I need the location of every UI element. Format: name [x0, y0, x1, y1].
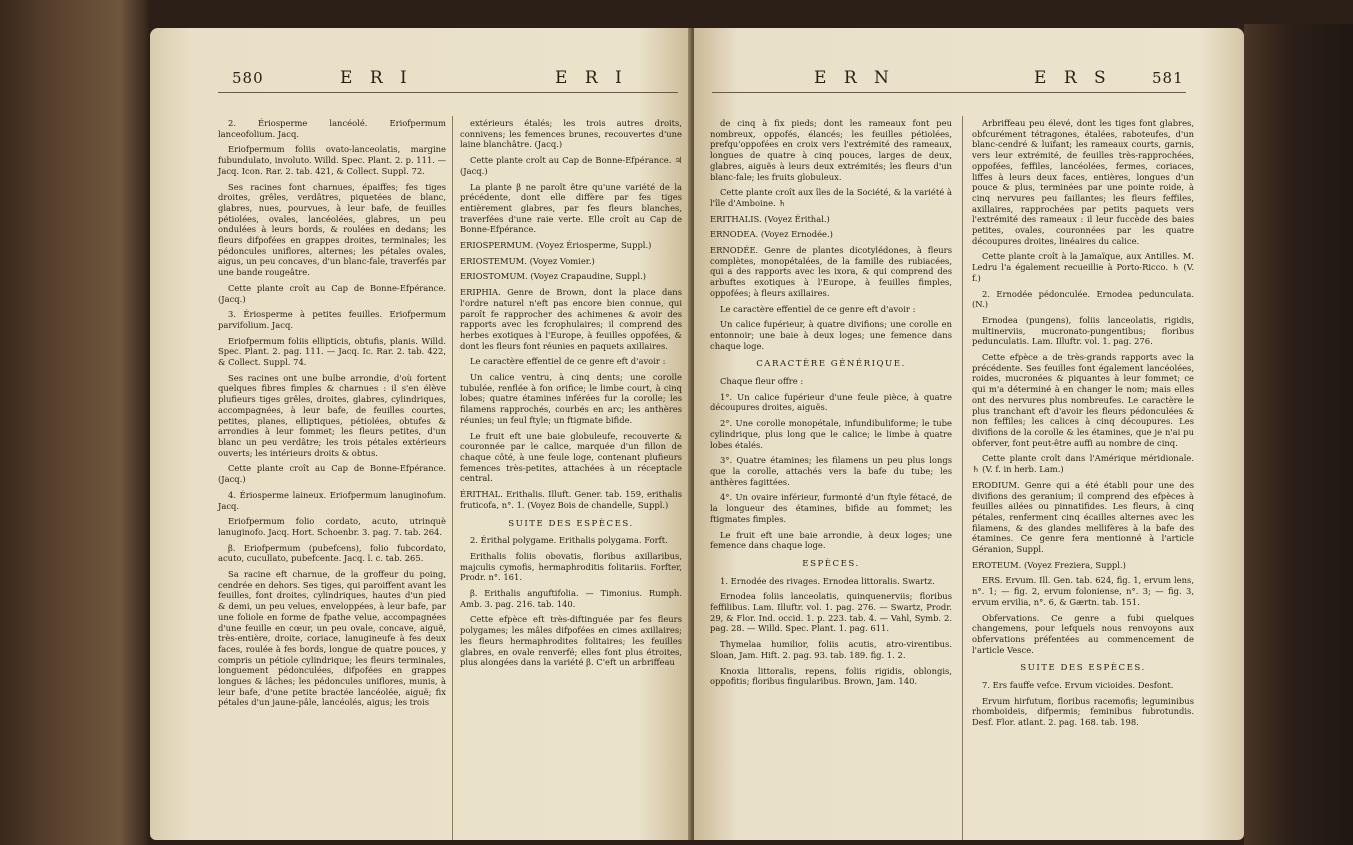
- paragraph: 4. Ériosperme laineux. Eriofpermum lanuginofum. Jacq.: [218, 489, 446, 511]
- paragraph: Ses racines font charnues, épaiffes; fes tiges droites, grêles, verdâtres, piquetées de blanc, glabres, nues, pourvues, à leur bafe, de feuilles pétiolées, ovales, lancéolées, glabres, un peu ondulées à leurs bords, & roulées en dedans; les fleurs difpofées en grappes droites, terminales; les pédoncules uniflores, alternes; les pétales ovales, aigus, un peu concaves, d'un blanc-fale, traverfés par une bande rougeâtre.: [218, 181, 446, 278]
- paragraph: ERIOSTOMUM. (Voyez Crapaudine, Suppl.): [460, 271, 646, 282]
- paragraph: Eriofpermum foliis ovato-lanceolatis, margine fubundulato, involuto. Willd. Spec. Plant. 2. p. 111. — Jacq. Icon. Rar. 2. tab. 421, & Collect. Suppl. 72.: [218, 144, 446, 176]
- paragraph: Eriofpermum foliis ellipticis, obtufis, planis. Willd. Spec. Plant. 2. pag. 111. — Jacq. Ic. Rar. 2. tab. 422, & Collect. Suppl. 74.: [218, 335, 446, 368]
- paragraph: 2. Érithal polygame. Erithalis polygama. Forft.: [470, 535, 668, 546]
- paragraph: 4°. Un ovaire inférieur, furmonté d'un ftyle fétacé, de la longueur des étamines, bifide au fommet; les ftigmates fimples.: [710, 492, 952, 524]
- paragraph: Thymelaa humilior, foliis acutis, atro-virentibus. Sloan, Jam. Hift. 2. pag. 93. tab. 189. fig. 1. 2.: [710, 639, 952, 660]
- paragraph: Sa racine eft charnue, de la groffeur du poing, cendrée en dehors. Ses tiges, qui paroiffent avant les feuilles, font droites, cylindriques, hautes d'un pied & demi, un peu velues, enveloppées, à leur bafe, par une foliole en forme de fpathe velue, accompagnées d'une feuille en cœur, un peu ovale, concave, aiguë, très-entière, droite, coriace, lanugineufe à fes deux faces, roulée à fes bords, longue de quatre pouces, y compris un pétiole cylindrique; les fleurs terminales, longuement pédonculées, difpofées en grappes longues & lâches; les pédoncules uniflores, munis, à leur bafe, d'une petite bractée lancéolée, aiguë; fix pétales d'un jaune-pâle, lancéolés, aigus; les trois: [218, 569, 446, 708]
- paragraph: Cette efpèce a de très-grands rapports avec la précédente. Ses feuilles font également lancéolées, roides, mucronées & piquantes à leur fommet; ce qui m'a déterminé à en changer le nom; mais elles ont des nervures plus nombreufes. Le caractère le plus tranchant eft d'avoir les fleurs pédonculées & non feffiles; les calices à cinq découpures. Les divifions de la corolle & les étamines, que je n'ai pu obferver, font peut-être auffi au nombre de cinq.: [972, 352, 1194, 448]
- paragraph: β. Eriofpermum (pubefcens), folio fubcordato, acuto, cucullato, pubefcente. Jacq. l. c. tab. 265.: [218, 542, 446, 564]
- right-column-1: [710, 118, 952, 692]
- paragraph: Cette plante croît au Cap de Bonne-Efpérance. (Jacq.): [218, 282, 446, 304]
- paragraph: ERIPHIA. Genre de Brown, dont la place dans l'ordre naturel n'eft pas encore bien connue, qui paroît fe rapprocher des achimenes & avoir des rapports avec les fcrophulaires; il comprend des herbes exotiques à l'Europe, à feuilles oppofées, & dont les fleurs font réunies en paquets axillaires.: [460, 287, 682, 351]
- paragraph: extérieurs étalés; les trois autres droits, connivens; les femences brunes, recouvertes d'une laine blanchâtre. (Jacq.): [460, 118, 682, 150]
- paragraph: Eriofpermum folio cordato, acuto, utrinquè lanuginofo. Jacq. Hort. Schoenbr. 3. pag. 7. tab. 264.: [218, 516, 446, 537]
- paragraph: 1°. Un calice fupérieur d'une feule pièce, à quatre découpures droites, aiguës.: [710, 391, 952, 413]
- paragraph: de cinq à fix pieds; dont les rameaux font peu nombreux, oppofés, élancés; les feuilles pétiolées, prefqu'oppofées en croix vers l'extrémité des rameaux, longues de quatre à cinq pouces, larges de deux, glabres, aiguës à leurs deux extrémités; les fleurs d'un blanc-fale; les fruits globuleux.: [710, 118, 952, 182]
- head-rule-right: [712, 92, 1186, 93]
- left-column-2: [460, 118, 682, 673]
- paragraph: ERIOSTEMUM. (Voyez Vomier.): [460, 255, 595, 266]
- head-rule: [218, 92, 678, 93]
- right-page: [694, 28, 1244, 840]
- paragraph: La plante β ne paroît être qu'une variété de la précédente, dont elle diffère par fes tiges entièrement glabres, par fes fleurs blanches, traverfées d'une raie verte. Elle croît au Cap de Bonne-Efpérance.: [460, 181, 682, 235]
- paragraph: 3°. Quatre étamines; les filamens un peu plus longs que la corolle, attachés vers la bafe du tube; les anthères fagittées.: [710, 455, 952, 487]
- paragraph: Chaque fleur offre :: [720, 376, 804, 387]
- paragraph: Ervum hirfutum, floribus racemofis; leguminibus rhomboideis, difpermis; feminibus fubrotundis. Desf. Flor. atlant. 2. pag. 168. tab. 198.: [972, 695, 1194, 728]
- paragraph: Obfervations. Ce genre a fubi quelques changemens, pour lefquels nous renvoyons aux obfervations préfentées au commencement de l'article Vesce.: [972, 612, 1194, 655]
- paragraph: Ernodea foliis lanceolatis, quinquenerviis; floribus feffilibus. Lam. Illuftr. vol. 1. pag. 276. — Swartz, Prodr. 29, & Flor. Ind. occid. 1. p. 223. tab. 4. — Vahl, Symb. 2. pag. 28. — Willd. Spec. Plant. 1. pag. 611.: [710, 591, 952, 634]
- paragraph: ESPÈCES.: [802, 558, 860, 569]
- paragraph: Le caractère effentiel de ce genre eft d'avoir :: [720, 303, 916, 314]
- paragraph: ERIOSPERMUM. (Voyez Ériosperme, Suppl.): [460, 240, 652, 251]
- paragraph: 3. Ériosperme à petites feuilles. Eriofpermum parvifolium. Jacq.: [218, 309, 446, 330]
- column-rule-right: [962, 116, 963, 840]
- paragraph: EROTEUM. (Voyez Freziera, Suppl.): [972, 559, 1126, 570]
- paragraph: SUITE DES ESPÈCES.: [1020, 663, 1146, 674]
- column-rule: [452, 116, 453, 840]
- left-page: [150, 28, 692, 840]
- paragraph: ERS. Ervum. Ill. Gen. tab. 624, fig. 1, ervum lens, n°. 1; — fig. 2, ervum foloniense, n°. 3; — fig. 3, ervum ervilia, n°. 6, & Gærtn. tab. 151.: [972, 575, 1194, 607]
- paragraph: Erithalis foliis obovatis, floribus axillaribus, majculis cymofis, hermaphroditis folitariis. Forfter, Prodr. n°. 161.: [460, 550, 682, 583]
- left-column-1: [218, 118, 446, 713]
- paragraph: ERITHALIS. (Voyez Érithal.): [710, 213, 830, 224]
- paragraph: 2°. Une corolle monopétale, infundibuliforme; le tube cylindrique, plus long que le calice; le limbe à quatre lobes étalés.: [710, 418, 952, 450]
- paragraph: Le fruit eft une baie globuleufe, recouverte & couronnée par le calice, marquée d'un fillon de chaque côté, à une feule loge, contenant plufieurs femences très-petites, attachées à un réceptacle central.: [460, 430, 682, 484]
- left-running-head-1: E R I: [340, 68, 413, 88]
- left-running-head-2: E R I: [555, 68, 628, 88]
- book-edge: [1244, 24, 1353, 845]
- right-running-head-2: E R S: [1034, 68, 1112, 88]
- paragraph: 2. Ernodée pédonculée. Ernodea pedunculata. (N.): [972, 288, 1194, 310]
- paragraph: Le caractère effentiel de ce genre eft d'avoir :: [470, 356, 666, 367]
- paragraph: ÉRITHAL. Erithalis. Illuft. Gener. tab. 159, erithalis fruticofa, n°. 1. (Voyez Bois de chandelle, Suppl.): [460, 489, 682, 510]
- paragraph: ERNODÉE. Genre de plantes dicotylédones, à fleurs complètes, monopétalées, de la famille des rubiacées, qui a des rapports avec les ixora, & qui comprend des arbuftes exotiques à l'Europe, à feuilles fimples, oppofées; à fleurs axillaires.: [710, 245, 952, 298]
- paragraph: Arbriffeau peu élevé, dont les tiges font glabres, obfcurément tétragones, étalées, raboteufes, d'un blanc-cendré & luifant; les rameaux courts, garnis, vers leur extrémité, de feuilles très-rapprochées, oppofées, feffiles, lancéolées, fermes, coriaces, liffes à leurs deux faces, entières, longues d'un pouce & plus, terminées par une pointe roide, à cinq nervures peu faillantes; les fleurs feffiles, axillaires, rapprochées par petits paquets vers l'extrémité des rameaux : il leur fuccède des baies petites, ovales, couronnées par les quatre découpures droites, linéaires du calice.: [972, 118, 1194, 246]
- paragraph: Un calice ventru, à cinq dents; une corolle tubulée, renflée à fon orifice; le limbe court, à cinq lobes; quatre étamines inférées fur la corolle; les filamens rapprochés, courbés en arc; les anthères réunies; un feul ftyle; un ftigmate bifide.: [460, 372, 682, 425]
- paragraph: Knoxia littoralis, repens, foliis rigidis, oblongis, oppofitis; floribus fingularibus. Brown, Jam. 140.: [710, 665, 952, 687]
- paragraph: Cette plante croît au Cap de Bonne-Efpérance. ♃ (Jacq.): [460, 155, 682, 176]
- paragraph: Le fruit eft une baie arrondie, à deux loges; une femence dans chaque loge.: [710, 529, 952, 551]
- paragraph: Ernodea (pungens), foliis lanceolatis, rigidis, multinerviis, mucronato-pungentibus; floribus pedunculatis. Lam. Illuftr. vol. 1. pag. 276.: [972, 314, 1194, 347]
- right-running-head-1: E R N: [814, 68, 895, 88]
- paragraph: 7. Ers fauffe vefce. Ervum vicioides. Desfont.: [982, 680, 1174, 691]
- paragraph: Un calice fupérieur, à quatre divifions; une corolle en entonnoir; une baie à deux loges; une femence dans chaque loge.: [710, 319, 952, 351]
- paragraph: ERODIUM. Genre qui a été établi pour une des divifions des geranium; il comprend des efpèces à feuilles ailées ou pinnatifides. Les fleurs, à cinq pétales, renferment cinq écailles alternes avec les filamens, & des glandes mellifères à la bafe des étamines. Ce genre fera mentionné à l'article Géranion, Suppl.: [972, 479, 1194, 555]
- paragraph: β. Erithalis anguftifolia. — Timonius. Rumph. Amb. 3. pag. 216. tab. 140.: [460, 588, 682, 609]
- right-column-2: [972, 118, 1194, 733]
- paragraph: ERNODEA. (Voyez Ernodée.): [710, 229, 833, 240]
- paragraph: Cette efpèce eft très-diftinguée par fes fleurs polygames; les mâles difpofées en cimes axillaires; les fleurs hermaphrodites folitaires; les feuilles glabres, en ovale renverfé; elles font plus étroites, plus alongées dans la variété β. C'eft un arbriffeau: [460, 614, 682, 668]
- paragraph: 1. Ernodée des rivages. Ernodea littoralis. Swartz.: [720, 575, 935, 586]
- paragraph: Cette plante croît dans l'Amérique méridionale. ♄ (V. f. in herb. Lam.): [972, 453, 1194, 475]
- paragraph: CARACTÈRE GÉNÉRIQUE.: [756, 359, 906, 370]
- paragraph: Ses racines ont une bulbe arrondie, d'où fortent quelques fibres fimples & charnues : il s'en élève plufieurs tiges grêles, droites, glabres, cylindriques, accompagnées, à leur bafe, de feuilles courtes, petites, planes, elliptiques, pétiolées, obtufes & arrondies à leur fommet; les fleurs petites, d'un blanc un peu verdâtre; les trois pétales extérieurs ouverts; les intérieurs droits & obtus.: [218, 372, 446, 458]
- paragraph: SUITE DES ESPÈCES.: [508, 518, 634, 529]
- left-page-number: 580: [232, 69, 264, 87]
- paragraph: 2. Ériosperme lancéolé. Eriofpermum lanceofolium. Jacq.: [218, 118, 446, 139]
- right-page-number: 581: [1152, 69, 1184, 87]
- paragraph: Cette plante croît aux îles de la Société, & la variété à l'île d'Amboine. ♄: [710, 187, 952, 208]
- paragraph: Cette plante croît à la Jamaïque, aux Antilles. M. Ledru l'a également recueillie à Porto-Ricco. ♄ (V. f.): [972, 251, 1194, 283]
- paragraph: Cette plante croît au Cap de Bonne-Efpérance. (Jacq.): [218, 463, 446, 485]
